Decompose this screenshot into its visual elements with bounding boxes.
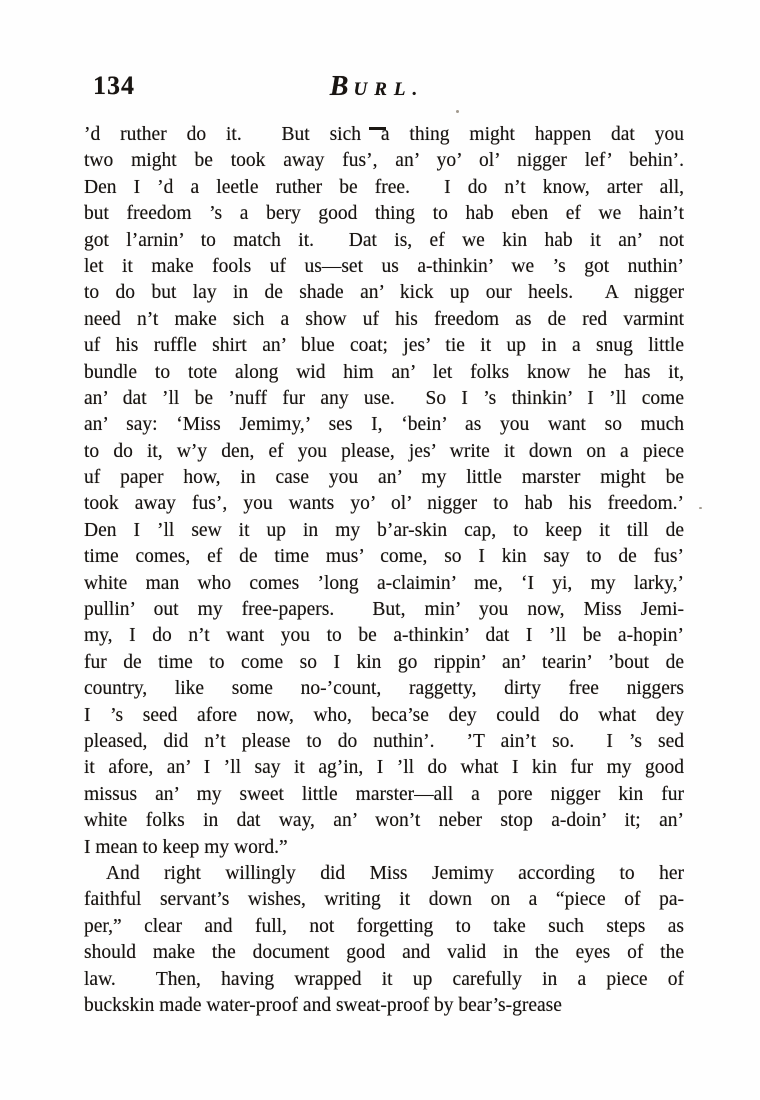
text-line: need n’t make sich a show uf his freedom as de red varmint [84, 308, 684, 330]
text-line: my, I do n’t want you to be a-thinkin’ dat I ’ll be a-hopin’ [84, 625, 684, 647]
text-line: I mean to keep my word.” [84, 836, 288, 858]
text-line: Den I ’d a leetle ruther be free. I do n’t know, arter all, [84, 176, 684, 198]
text-line: faithful servant’s wishes, writing it down on a “piece of pa- [84, 889, 684, 911]
scan-speck [456, 110, 459, 113]
text-line: white man who comes ’long a-claimin’ me, ‘I yi, my larky,’ [84, 572, 684, 594]
text-line: an’ dat ’ll be ’nuff fur any use. So I ’s thinkin’ I ’ll come [84, 387, 684, 409]
text-line: got l’arnin’ to match it. Dat is, ef we kin hab it an’ not [84, 229, 684, 251]
text-line: fur de time to come so I kin go rippin’ an’ tearin’ ’bout de [84, 651, 684, 673]
text-line: uf his ruffle shirt an’ blue coat; jes’ tie it up in a snug little [84, 335, 684, 357]
running-title [84, 71, 670, 103]
paragraph [84, 861, 684, 1019]
text-line: per,” clear and full, not forgetting to take such steps as [84, 915, 684, 937]
page-number: 134 [93, 71, 135, 100]
text-line: law. Then, having wrapped it up carefully in a piece of [84, 968, 684, 990]
text-line: uf paper how, in case you an’ my little marster might be [84, 467, 684, 489]
text-line: an’ say: ‘Miss Jemimy,’ ses I, ‘bein’ as you want so much [84, 414, 684, 436]
scan-speck [699, 507, 702, 509]
text-line: missus an’ my sweet little marster—all a pore nigger kin fur [84, 783, 684, 805]
text-line: time comes, ef de time mus’ come, so I kin say to de fus’ [84, 546, 684, 568]
text-line: country, like some no-’count, raggetty, dirty free niggers [84, 678, 684, 700]
text-line: to do it, w’y den, ef you please, jes’ write it down on a piece [84, 440, 684, 462]
text-line: ’d ruther do it. But sich a thing might happen dat you [84, 124, 684, 145]
text-line: Den I ’ll sew it up in my b’ar-skin cap, to keep it till de [84, 519, 684, 541]
text-line: pullin’ out my free-papers. But, min’ you now, Miss Jemi- [84, 599, 684, 621]
text-line: took away fus’, you wants yo’ ol’ nigger to hab his freedom.’ [84, 493, 684, 515]
page-text [84, 122, 684, 1019]
running-title-rest: URL. [353, 79, 425, 100]
text-line: let it make fools uf us—set us a-thinkin’ we ’s got nuthin’ [84, 255, 684, 277]
text-line: should make the document good and valid in the eyes of the [84, 942, 684, 964]
text-line: to do but lay in de shade an’ kick up our heels. A nigger [84, 282, 684, 304]
paragraph [84, 122, 684, 861]
text-line: white folks in dat way, an’ won’t neber stop a-doin’ it; an’ [84, 810, 684, 832]
text-line: buckskin made water-proof and sweat-proof by bear’s-grease [84, 994, 562, 1016]
text-line: but freedom ’s a bery good thing to hab eben ef we hain’t [84, 203, 684, 225]
text-line: two might be took away fus’, an’ yo’ ol’ nigger lef’ behin’. [84, 150, 684, 172]
text-line: I ’s seed afore now, who, beca’se dey could do what dey [84, 704, 684, 726]
running-title-initial: B [329, 71, 354, 102]
text-line: And right willingly did Miss Jemimy according to her [106, 862, 684, 884]
text-line: pleased, did n’t please to do nuthin’. ’T ain’t so. I ’s sed [84, 730, 684, 752]
text-line: it afore, an’ I ’ll say it ag’in, I ’ll do what I kin fur my good [84, 757, 684, 779]
text-line: bundle to tote along wid him an’ let folks know he has it, [84, 361, 684, 383]
